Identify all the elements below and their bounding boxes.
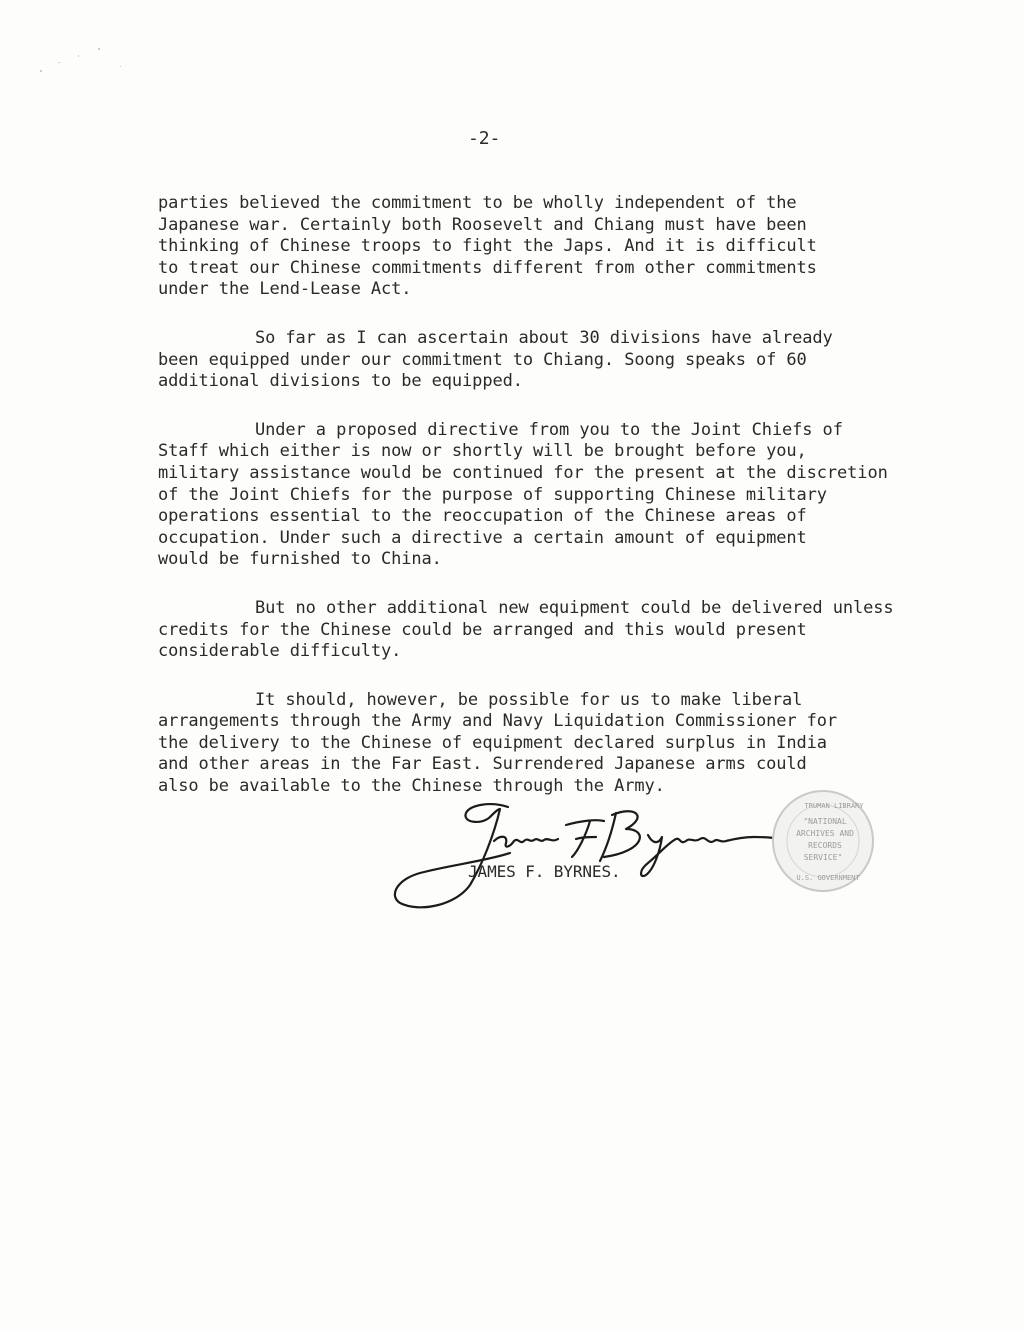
scan-speck	[40, 70, 42, 72]
text-line: been equipped under our commitment to Chiang. Soong speaks of 60	[158, 349, 807, 370]
text-line: also be available to the Chinese through the Army.	[158, 776, 665, 797]
scan-speck	[98, 48, 100, 50]
text-line: thinking of Chinese troops to fight the Japs. And it is difficult	[158, 236, 817, 257]
text-line: It should, however, be possible for us to make liberal	[255, 689, 803, 710]
text-line: Japanese war. Certainly both Roosevelt and Chiang must have been	[158, 214, 807, 235]
signature-block	[390, 795, 810, 915]
text-line: military assistance would be continued for the present at the discretion	[158, 462, 888, 483]
text-line: So far as I can ascertain about 30 divisions have already	[255, 327, 833, 348]
text-line: additional divisions to be equipped.	[158, 371, 523, 392]
text-line: credits for the Chinese could be arranged and this would present	[158, 619, 807, 640]
svg-text:RECORDS: RECORDS	[808, 841, 842, 850]
scan-speck	[120, 66, 121, 67]
text-line: parties believed the commitment to be wholly independent of the	[158, 193, 797, 213]
svg-text:TRUMAN LIBRARY: TRUMAN LIBRARY	[804, 802, 864, 810]
svg-text:SERVICE": SERVICE"	[803, 853, 843, 862]
text-line: arrangements through the Army and Navy Liquidation Commissioner for	[158, 711, 838, 732]
text-line: under the Lend-Lease Act.	[158, 279, 412, 300]
scan-speck	[78, 55, 79, 57]
svg-text:ARCHIVES AND: ARCHIVES AND	[796, 829, 854, 838]
text-line: the delivery to the Chinese of equipment declared surplus in India	[158, 732, 827, 753]
paragraph	[158, 328, 988, 393]
text-line: Under a proposed directive from you to the Joint Chiefs of	[255, 419, 843, 440]
paragraph	[158, 193, 988, 301]
text-line: and other areas in the Far East. Surrendered Japanese arms could	[158, 754, 807, 775]
svg-text:U.S. GOVERNMENT: U.S. GOVERNMENT	[796, 874, 860, 882]
text-line: to treat our Chinese commitments different from other commitments	[158, 257, 817, 278]
handwritten-signature	[390, 795, 810, 915]
svg-text:"NATIONAL: "NATIONAL	[803, 817, 847, 826]
text-line: But no other additional new equipment could be delivered unless	[255, 597, 894, 618]
paragraph	[158, 420, 988, 571]
typed-signer-name: JAMES F. BYRNES.	[468, 862, 621, 881]
text-line: of the Joint Chiefs for the purpose of supporting Chinese military	[158, 484, 827, 505]
page-number: -2-	[468, 128, 501, 149]
letter-body	[158, 193, 988, 825]
paragraph	[158, 690, 988, 798]
library-stamp	[768, 786, 878, 896]
text-line: would be furnished to China.	[158, 549, 442, 570]
text-line: occupation. Under such a directive a certain amount of equipment	[158, 527, 807, 548]
paragraph	[158, 598, 988, 663]
scan-speck	[58, 62, 60, 63]
text-line: operations essential to the reoccupation of the Chinese areas of	[158, 506, 807, 527]
text-line: Staff which either is now or shortly will be brought before you,	[158, 441, 807, 462]
text-line: considerable difficulty.	[158, 641, 402, 662]
